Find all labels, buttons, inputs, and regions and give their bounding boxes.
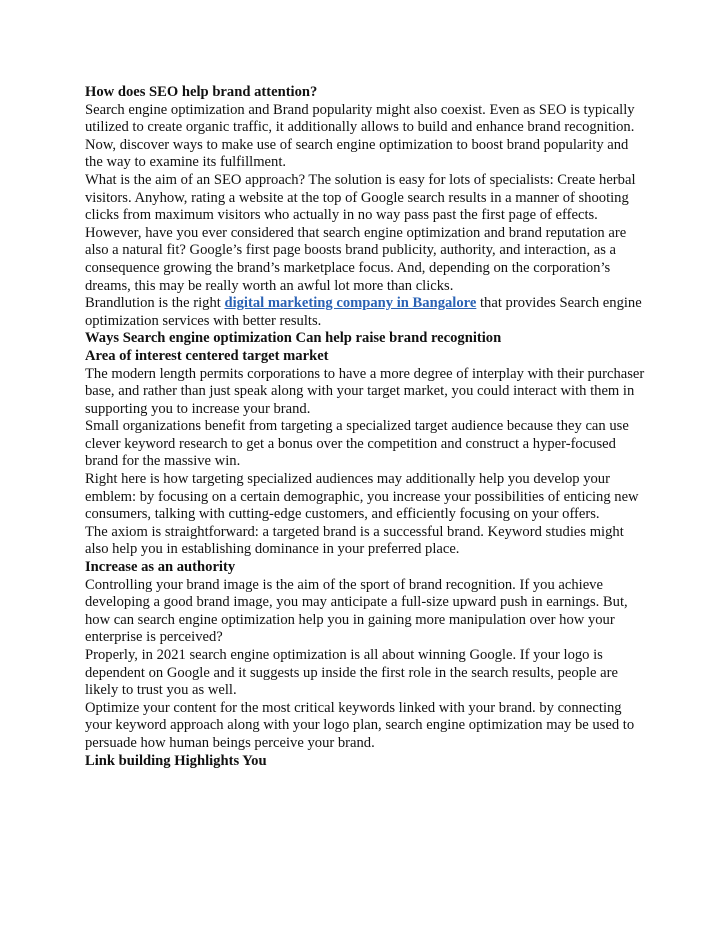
paragraph-small-organizations: Small organizations benefit from targeting a specialized target audience because they can use clever keyword research to get a bonus over the competition and construct a hyper-focused brand for the massive win. [85, 418, 629, 470]
section-heading-target-market: Area of interest centered target market [85, 347, 329, 364]
paragraph-modern-length: The modern length permits corporations to have a more degree of interplay with their purchaser base, and rather than just speak along with your target market, you could interact with them in supporting you to increase your brand. [85, 365, 645, 417]
paragraph-axiom: The axiom is straightforward: a targeted brand is a successful brand. Keyword studies might also help you in establishing dominance in your preferred place. [85, 523, 624, 558]
paragraph-seo-brand-coexist: Search engine optimization and Brand popularity might also coexist. Even as SEO is typically utilized to create organic traffic, it additionally allows to build and enhance brand recognition. Now, discover ways to make use of search engine optimization to boost brand popularity and the way to examine its fulfillment. [85, 101, 635, 171]
paragraph-brandlution [85, 295, 645, 330]
paragraph-optimize-content: Optimize your content for the most critical keywords linked with your brand. by connecting your keyword approach along with your logo plan, search engine optimization may be used to persuade how human beings perceive your brand. [85, 699, 635, 751]
paragraph-specialized-audiences: Right here is how targeting specialized audiences may additionally help you develop your emblem: by focusing on a certain demographic, you increase your possibilities of enticing new consumers, talking with cutting-edge customers, and efficiently focusing on your offers. [85, 471, 639, 523]
brandlution-text-before-link: Brandlution is the right [85, 295, 225, 312]
section-heading-ways-seo: Ways Search engine optimization Can help raise brand recognition [85, 330, 502, 347]
digital-marketing-company-link[interactable]: digital marketing company in Bangalore [224, 295, 477, 312]
section-heading-authority: Increase as an authority [85, 559, 236, 576]
paragraph-natural-fit: However, have you ever considered that search engine optimization and brand reputation are also a natural fit? Google’s first page boosts brand publicity, authority, and interaction, as a consequence growing the brand’s marketplace focus. And, depending on the corporation’s dreams, this may be really worth an awful lot more than clicks. [85, 224, 627, 294]
paragraph-seo-approach-aim: What is the aim of an SEO approach? The solution is easy for lots of specialists: Create herbal visitors. Anyhow, rating a website at the top of Google search results in a manner of shooting clicks from maximum visitors who actually in no way pass past the first page of effects. [85, 171, 636, 224]
document-page [85, 84, 645, 770]
section-heading-seo-brand-attention: How does SEO help brand attention? [85, 84, 318, 100]
paragraph-winning-google: Properly, in 2021 search engine optimization is all about winning Google. If your logo is dependent on Google and it suggests up inside the first role in the search results, people are likely to trust you as well. [85, 647, 618, 699]
section-heading-link-building: Link building Highlights You [85, 752, 267, 769]
paragraph-brand-image: Controlling your brand image is the aim of the sport of brand recognition. If you achieve developing a good brand image, you may anticipate a full-size upward push in earnings. But, how can search engine optimization help you in gaining more manipulation over how your enterprise is perceived? [85, 576, 628, 646]
brandlution-text-after-link: that provides Search engine optimization services with better results. [85, 295, 642, 329]
